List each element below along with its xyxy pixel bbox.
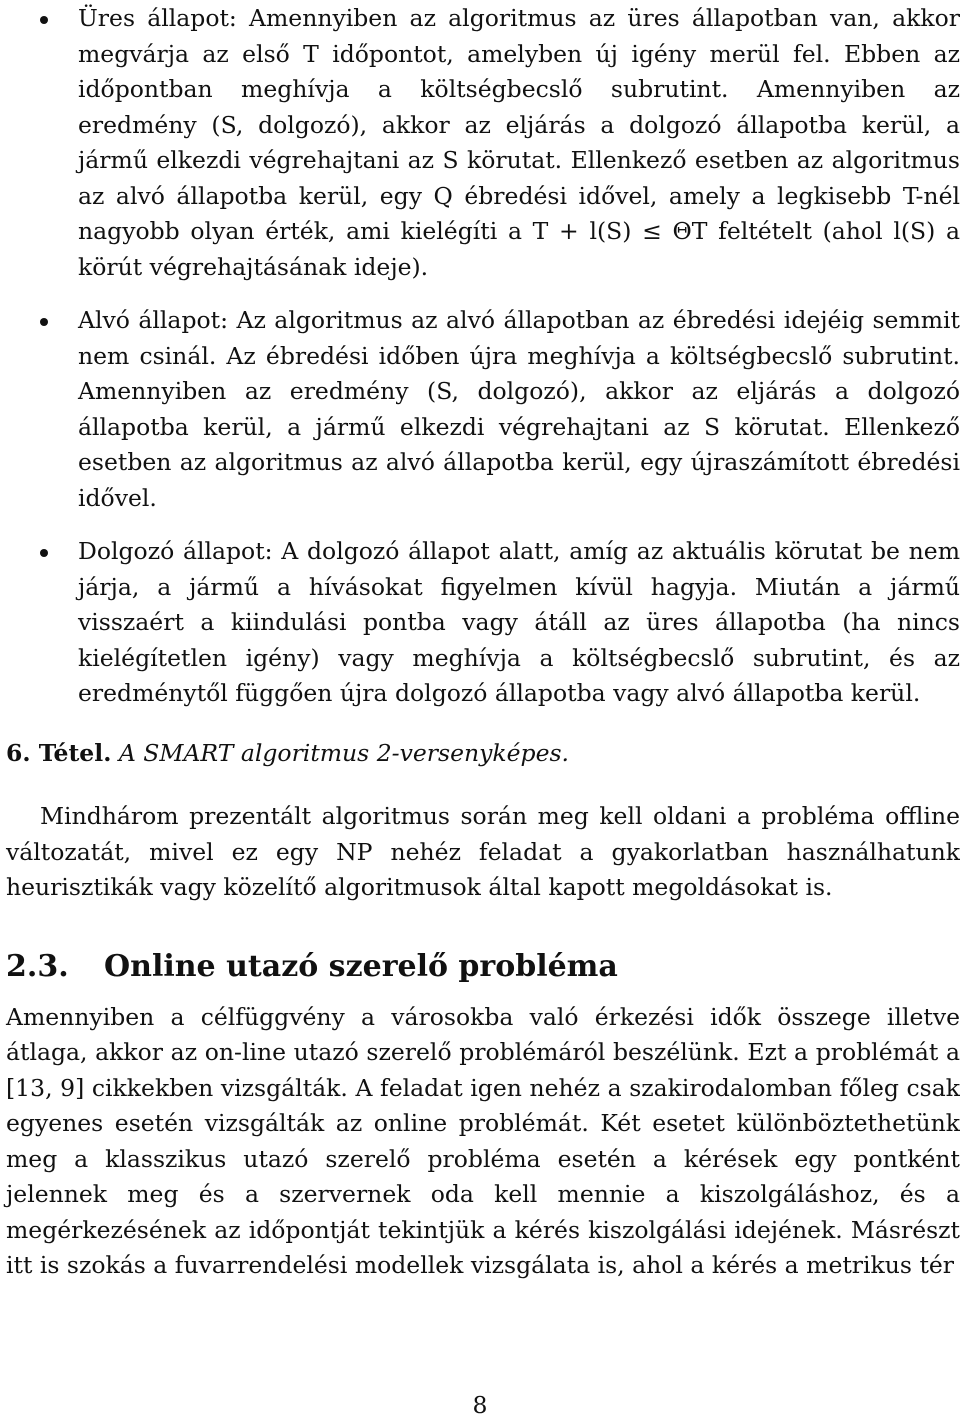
section-number: 2.3. (6, 948, 69, 984)
list-item-text: Dolgozó állapot: A dolgozó állapot alatt, amíg az aktuális körutat be nem járja, a jármű a hívásokat figyelmen kívül hagyja. Miután a jármű visszaért a kiindulási pontba vagy átáll az üres állapotba (ha nincs kielégítetlen igény) vagy meghívja a költségbecslő subrutint, és az eredménytől függően újra dolgozó állapotba vagy alvó állapotba kerül. (78, 537, 960, 707)
bullet-icon (40, 549, 48, 557)
section-title: Online utazó szerelő probléma (104, 948, 618, 984)
document-page (6, 0, 960, 1284)
list-item-text: Üres állapot: Amennyiben az algoritmus az üres állapotban van, akkor megvárja az első T időpontot, amelyben új igény merül fel. Ebben az időpontban meghívja a költségbecslő subrutint. Amennyiben az eredmény (S, dolgozó), akkor az eljárás a dolgozó állapotba kerül, a jármű elkezdi végrehajtani az S körutat. Ellenkező esetben az algoritmus az alvó állapotba kerül, egy Q ébredési idővel, amely a legkisebb T-nél nagyobb olyan érték, ami kielégíti a T + l(S) ≤ ΘT feltételt (ahol l(S) a körút végrehajtásának ideje). (78, 4, 960, 281)
theorem-number: 6. Tétel. (6, 738, 112, 767)
body-paragraph: Mindhárom prezentált algoritmus során meg kell oldani a probléma offline változatát, mivel ez egy NP nehéz feladat a gyakorlatban használhatunk heurisztikák vagy közelítő algoritmusok által kapott megoldásokat is. (6, 802, 960, 901)
bullet-icon (40, 16, 48, 24)
bullet-icon (40, 318, 48, 326)
list-item (6, 303, 960, 516)
body-paragraph: Amennyiben a célfüggvény a városokba való érkezési idők összege illetve átlaga, akkor az on-line utazó szerelő problémáról beszélünk. Ezt a problémát a [13, 9] cikkekben vizsgálták. A feladat igen nehéz a szakirodalomban főleg csak egyenes esetén vizsgálták az online problémát. Két esetet különböztethetünk meg a klasszikus utazó szerelő probléma esetén a kérések egy pontként jelennek meg és a szervernek oda kell mennie a kiszolgáláshoz, és a megérkezésének az időpontját tekintjük a kérés kiszolgálási idejének. Másrészt itt is szokás a fuvarrendelési modellek vizsgálata is, ahol a kérés a metrikus tér (6, 1002, 960, 1279)
list-item (6, 1, 960, 285)
state-description-list (6, 1, 960, 712)
theorem-statement: A SMART algoritmus 2-versenyképes. (118, 738, 570, 767)
section-heading (6, 948, 960, 986)
list-item (6, 534, 960, 712)
list-item-text: Alvó állapot: Az algoritmus az alvó állapotban az ébredési idejéig semmit nem csinál. Az ébredési időben újra meghívja a költségbecslő subrutint. Amennyiben az eredmény (S, dolgozó), akkor az eljárás a dolgozó állapotba kerül, a jármű elkezdi végrehajtani az S körutat. Ellenkező esetben az algoritmus az alvó állapotba kerül, egy újraszámított ébredési idővel. (78, 306, 960, 512)
theorem (6, 736, 960, 772)
page-number: 8 (472, 1391, 488, 1419)
